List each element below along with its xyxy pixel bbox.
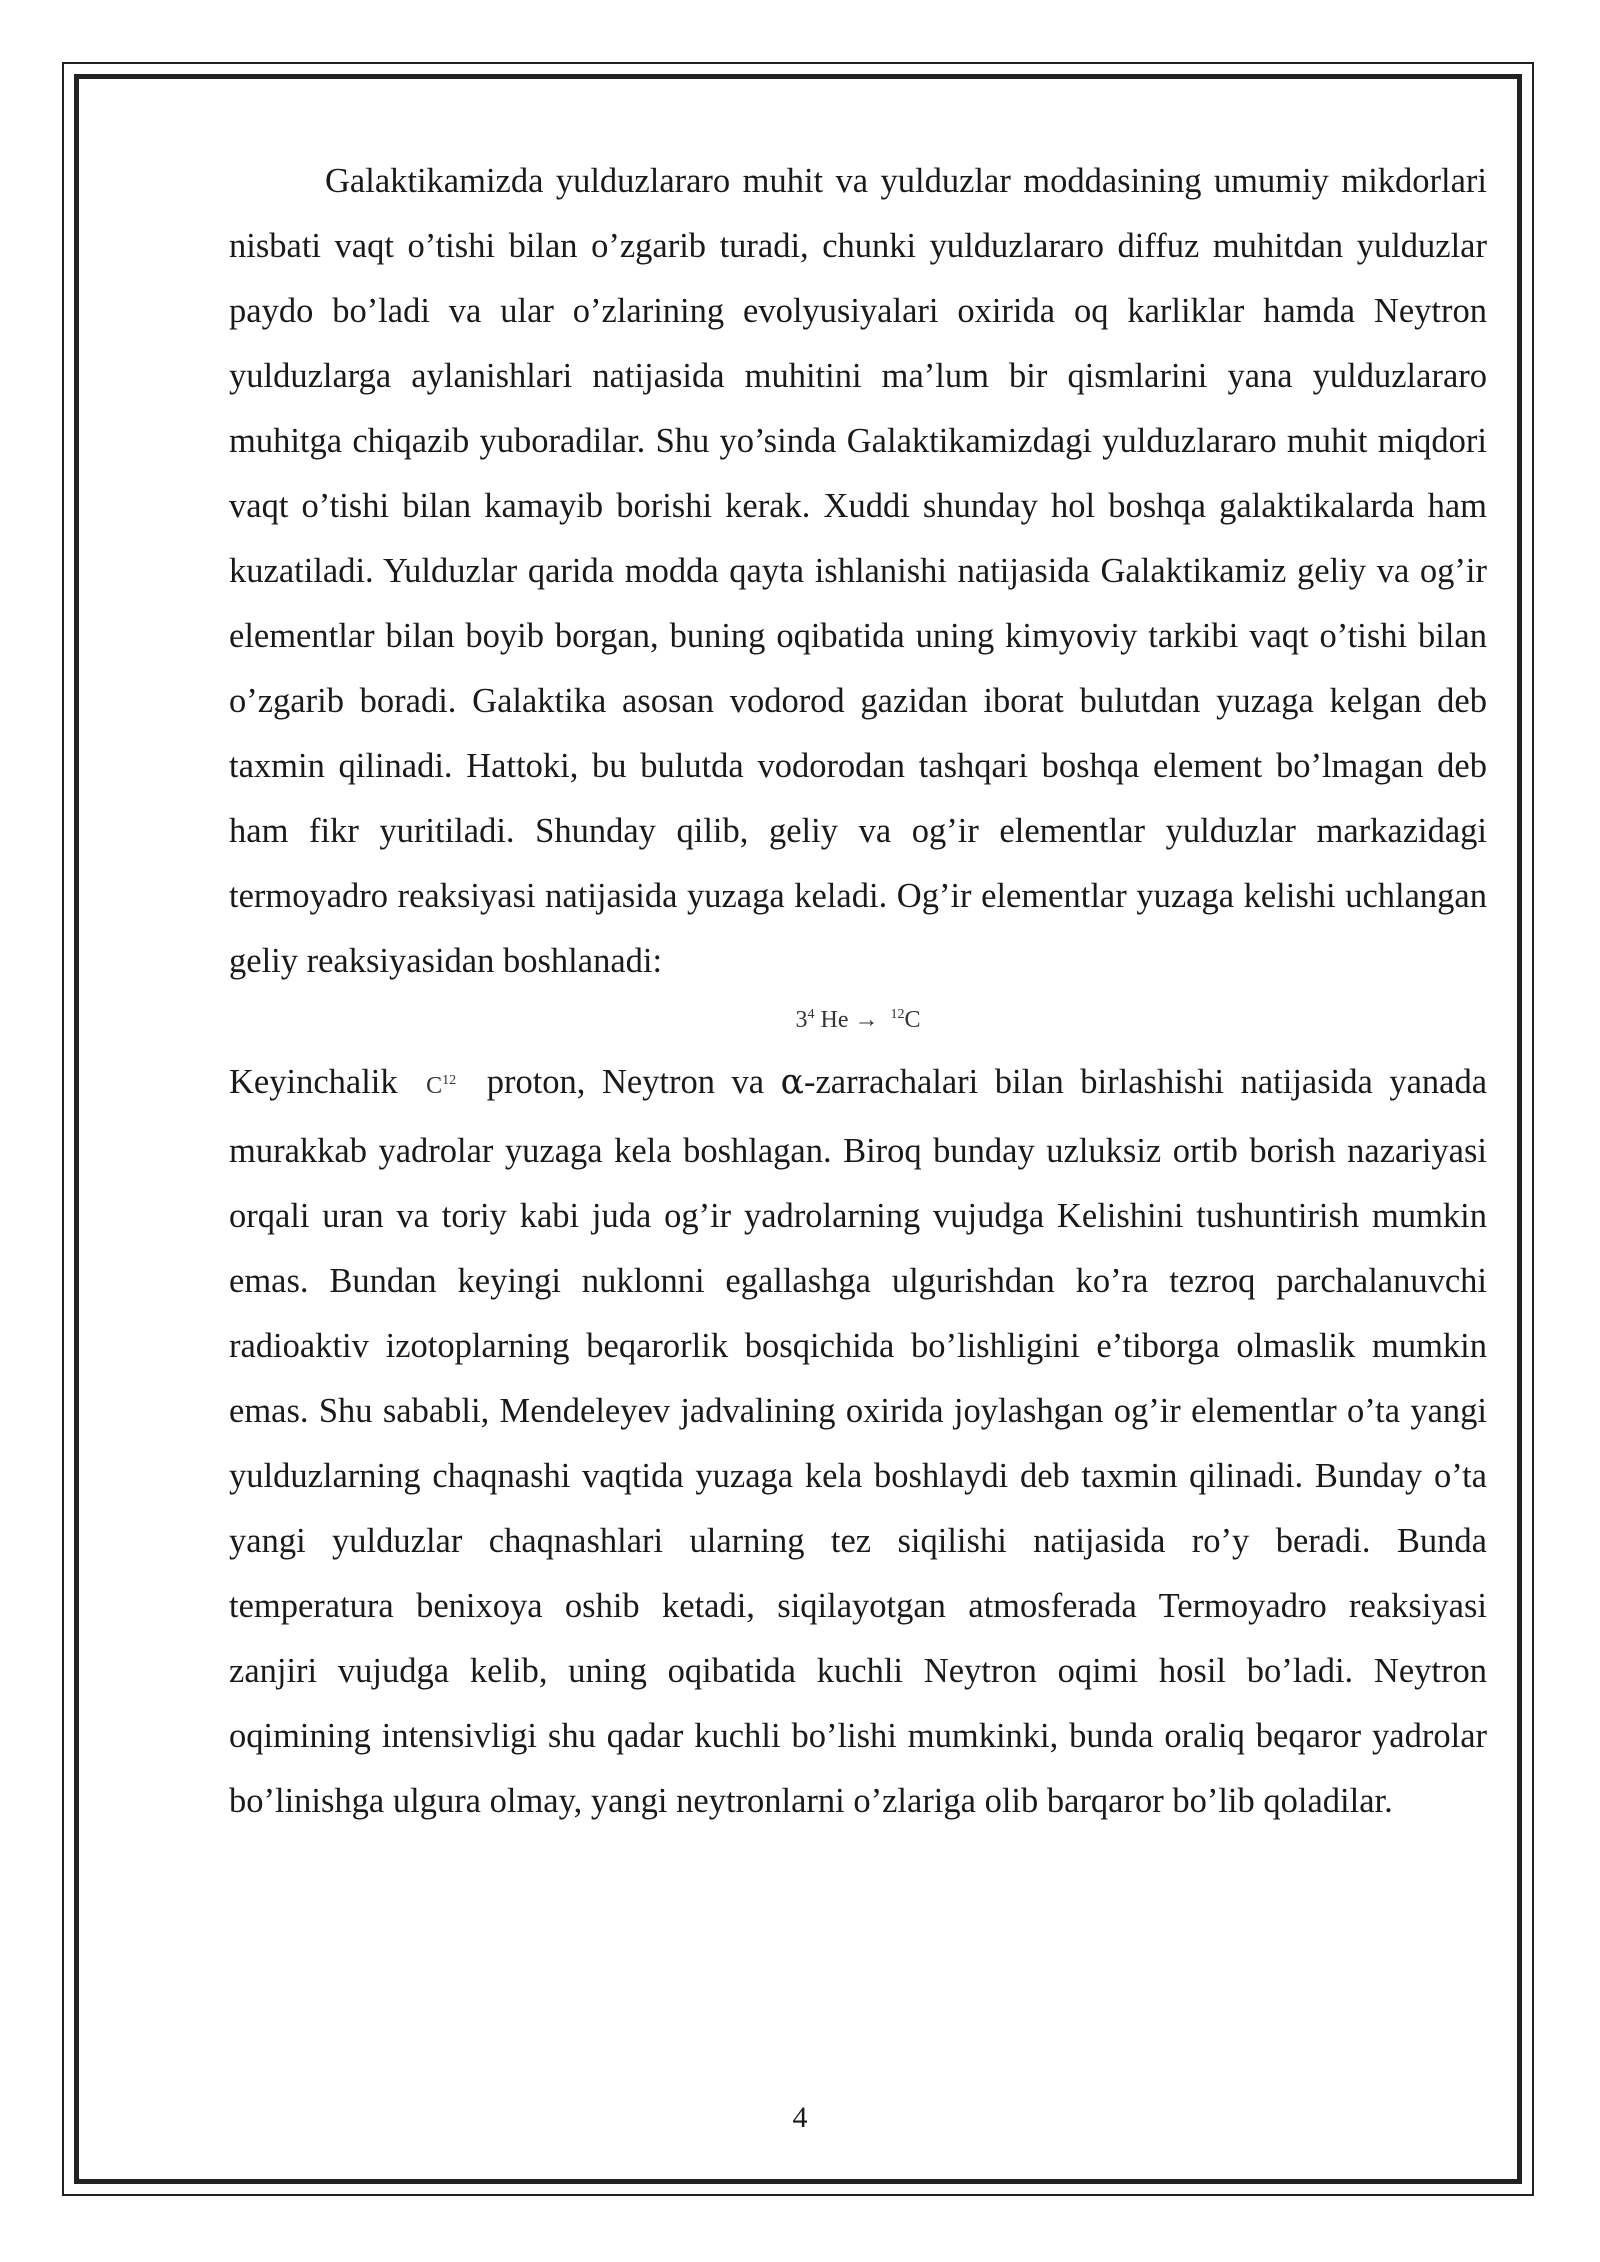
inline-carbon-letter: C xyxy=(426,1073,443,1099)
formula-helium: He xyxy=(820,1007,849,1033)
formula-he-mass-number: 4 xyxy=(807,1007,815,1022)
formula-arrow: → xyxy=(854,1007,879,1033)
reaction-formula xyxy=(229,994,1487,1050)
paragraph-2 xyxy=(229,1050,1487,1834)
paragraph-2-rest: -zarrachalari bilan birlashishi natijasida yanada murakkab yadrolar yuzaga kela boshlagan. Biroq bunday uzluksiz ortib borish nazariyasi orqali uran va toriy kabi juda og’ir yadrolarning vujudga Kelishini tushuntirish mumkin emas. Bundan keyingi nuklonni egallashga ulgurishdan ko’ra tezroq parchalanuvchi radioaktiv izotoplarning beqarorlik bosqichida bo’lishligini e’tiborga olmaslik mumkin emas. Shu sababli, Mendeleyev jadvalining oxirida joylashgan og’ir elementlar o’ta yangi yulduzlarning chaqnashi vaqtida yuzaga kela boshlaydi deb taxmin qilinadi. Bunday o’ta yangi yulduzlar chaqnashlari ularning tez siqilishi natijasida ro’y beradi. Bunda temperatura benixoya oshib ketadi, siqilayotgan atmosferada Termoyadro reaksiyasi zanjiri vujudga kelib, uning oqibatida kuchli Neytron oqimi hosil bo’ladi. Neytron oqimining intensivligi shu qadar kuchli bo’lishi mumkinki, bunda oraliq beqaror yadrolar bo’linishga ulgura olmay, yangi neytronlarni o’zlariga olib barqaror bo’lib qoladilar. xyxy=(229,1063,1488,1820)
inline-carbon-mass-number: 12 xyxy=(442,1073,457,1088)
page-number: 4 xyxy=(792,2101,808,2134)
page-content xyxy=(229,149,1487,1834)
formula-coefficient: 3 xyxy=(795,1007,808,1033)
alpha-symbol: α xyxy=(780,1062,804,1102)
formula-c-mass-number: 12 xyxy=(890,1007,905,1022)
inline-carbon-symbol xyxy=(414,1073,470,1099)
formula-carbon: C xyxy=(904,1007,921,1033)
paragraph-1: Galaktikamizda yulduzlararo muhit va yulduzlar moddasining umumiy mikdorlari nisbati vaqt o’tishi bilan o’zgarib turadi, chunki yulduzlararo diffuz muhitdan yulduzlar paydo bo’ladi va ular o’zlarining evolyusiyalari oxirida oq karliklar hamda Neytron yulduzlarga aylanishlari natijasida muhitini ma’lum bir qismlarini yana yulduzlararo muhitga chiqazib yuboradilar. Shu yo’sinda Galaktikamizdagi yulduzlararo muhit miqdori vaqt o’tishi bilan kamayib borishi kerak. Xuddi shunday hol boshqa galaktikalarda ham kuzatiladi. Yulduzlar qarida modda qayta ishlanishi natijasida Galaktikamiz geliy va og’ir elementlar bilan boyib borgan, buning oqibatida uning kimyoviy tarkibi vaqt o’tishi bilan o’zgarib boradi. Galaktika asosan vodorod gazidan iborat bulutdan yuzaga kelgan deb taxmin qilinadi. Hattoki, bu bulutda vodorodan tashqari boshqa element bo’lmagan deb ham fikr yuritiladi. Shunday qilib, geliy va og’ir elementlar yulduzlar markazidagi termoyadro reaksiyasi natijasida yuzaga keladi. Og’ir elementlar yuzaga kelishi uchlangan geliy reaksiyasidan boshlanadi: xyxy=(229,162,1487,980)
paragraph-2-lead: Keyinchalik xyxy=(229,1063,398,1101)
paragraph-2-before-alpha: proton, Neytron va xyxy=(486,1063,765,1101)
